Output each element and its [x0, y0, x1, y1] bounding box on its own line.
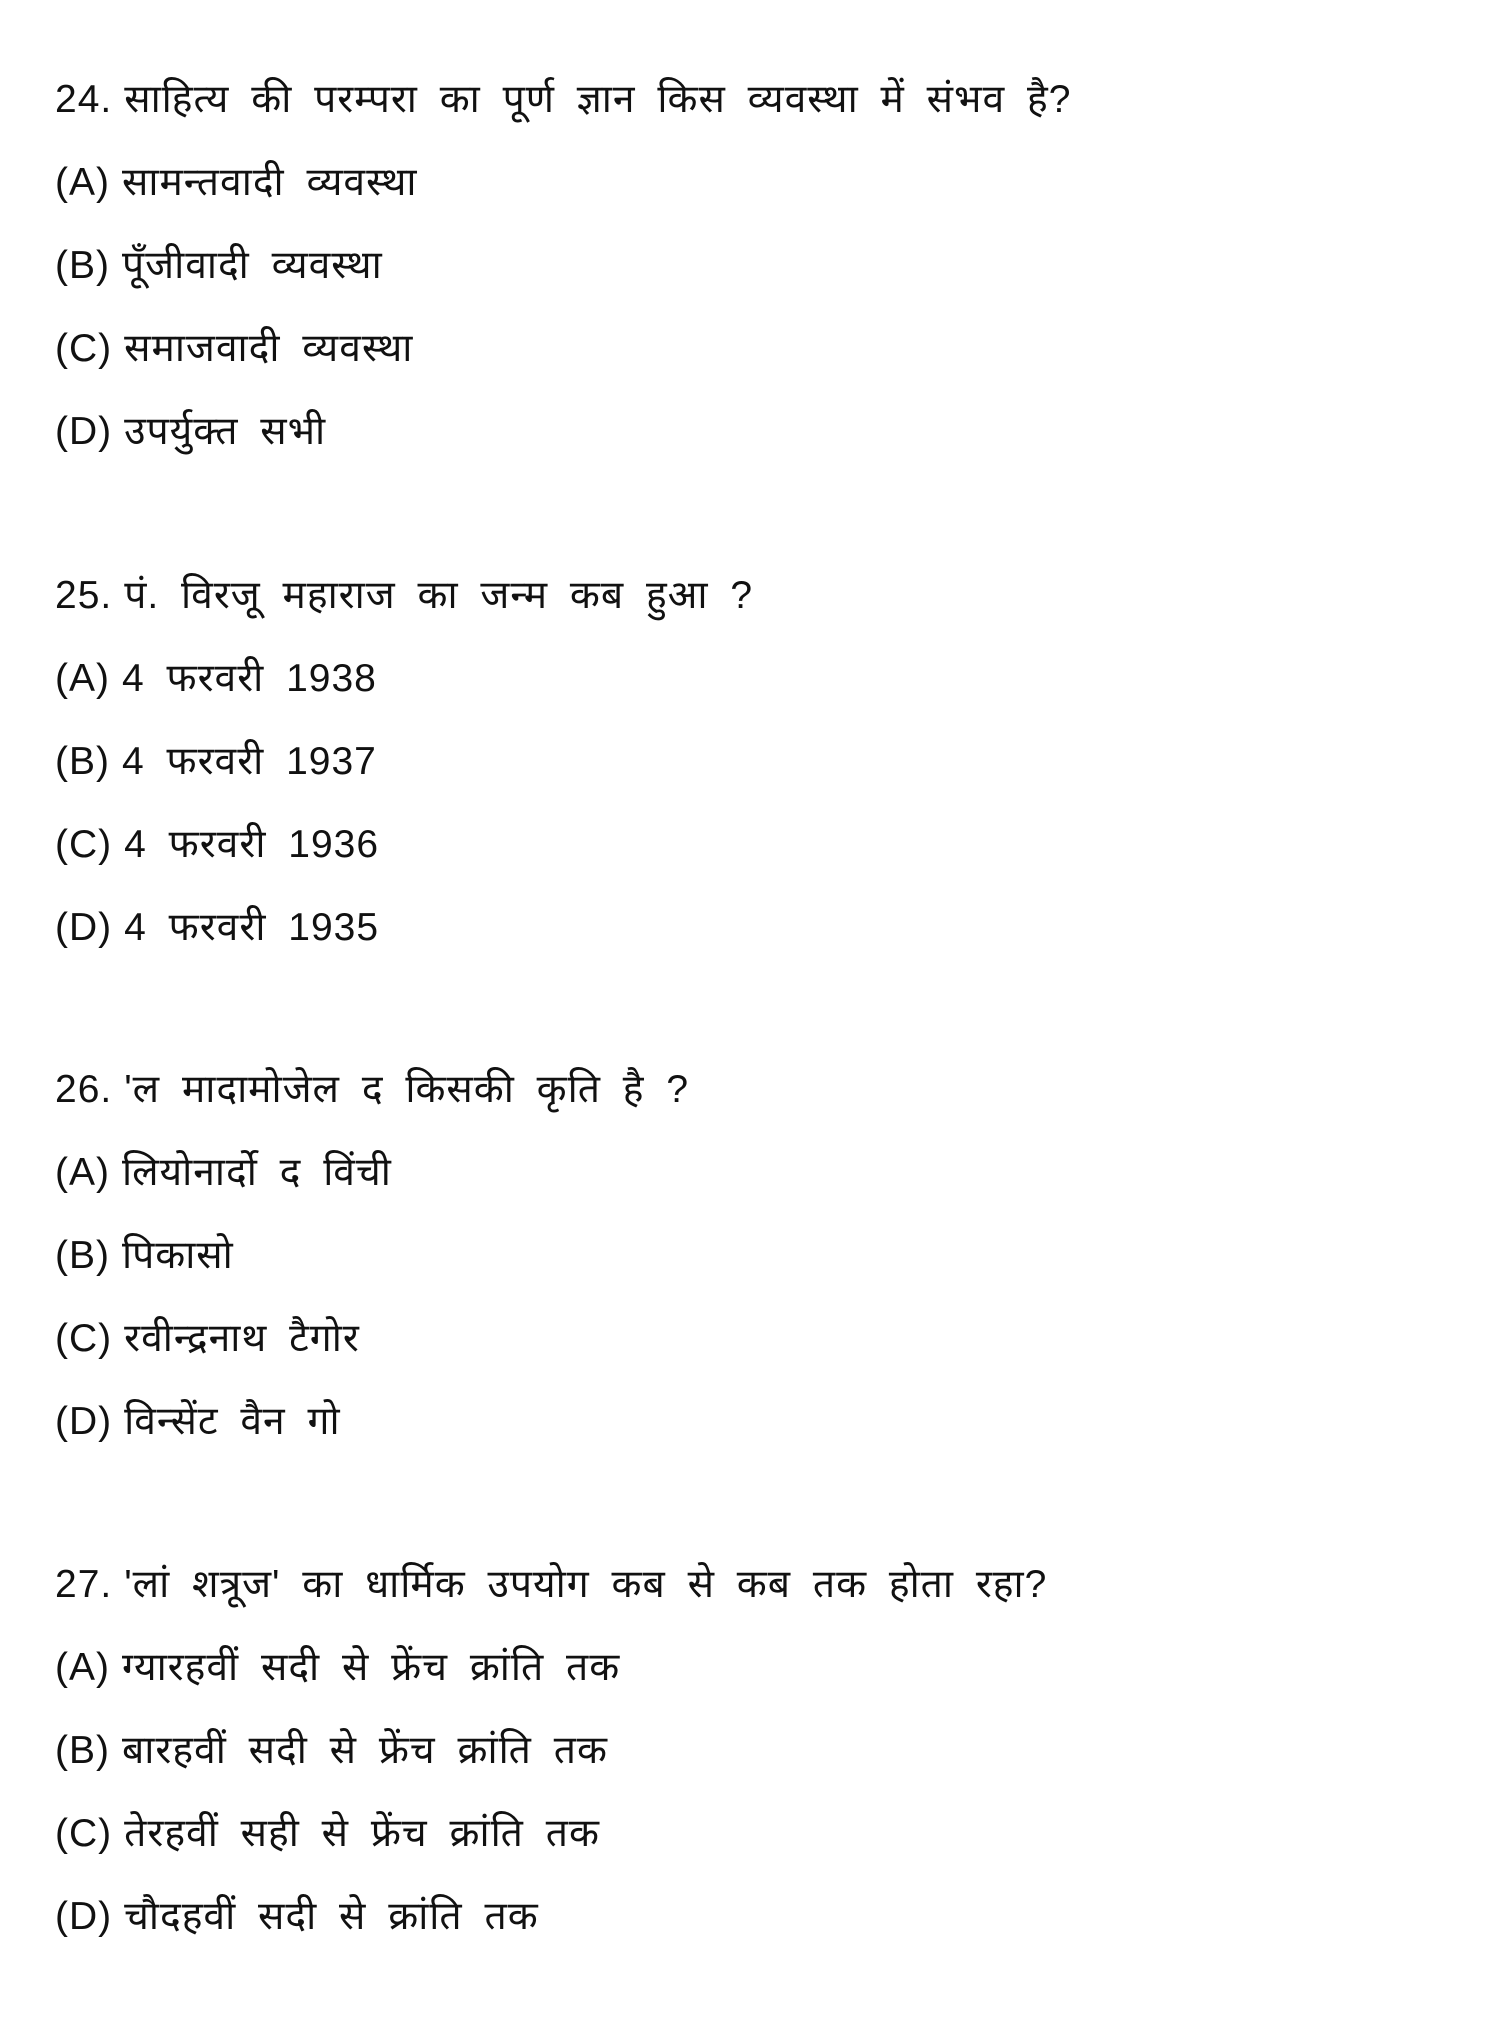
option-label: (A) — [55, 1151, 110, 1194]
option-c — [55, 815, 379, 875]
option-text: लियोनार्दो द विंची — [122, 1151, 392, 1194]
option-a — [55, 1143, 392, 1203]
option-label: (D) — [55, 906, 113, 949]
option-text: चौदहवीं सदी से क्रांति तक — [124, 1895, 539, 1938]
option-label: (D) — [55, 410, 113, 453]
question-number: 26. — [55, 1068, 113, 1111]
option-label: (A) — [55, 1646, 110, 1689]
option-c — [55, 319, 413, 379]
option-a — [55, 649, 377, 709]
option-label: (A) — [55, 161, 110, 204]
option-text: पिकासो — [122, 1234, 234, 1277]
option-label: (C) — [55, 823, 113, 866]
option-label: (C) — [55, 327, 113, 370]
question-number: 24. — [55, 78, 113, 121]
option-text: बारहवीं सदी से फ्रेंच क्रांति तक — [122, 1729, 608, 1772]
option-text: पूँजीवादी व्यवस्था — [122, 244, 383, 287]
option-d — [55, 1392, 341, 1452]
question-text-line — [55, 1555, 1047, 1615]
question-text: पं. विरजू महाराज का जन्म कब हुआ ? — [124, 574, 754, 617]
option-text: विन्सेंट वैन गो — [124, 1400, 341, 1443]
option-text: 4 फरवरी 1937 — [122, 740, 377, 783]
option-b — [55, 1721, 608, 1781]
option-label: (B) — [55, 1234, 110, 1277]
option-d — [55, 898, 379, 958]
option-label: (D) — [55, 1895, 113, 1938]
question-number: 27. — [55, 1563, 113, 1606]
option-label: (A) — [55, 657, 110, 700]
option-label: (C) — [55, 1317, 113, 1360]
question-text-line — [55, 566, 753, 626]
option-c — [55, 1804, 600, 1864]
question-text: साहित्य की परम्परा का पूर्ण ज्ञान किस व्यवस्था में संभव है? — [124, 78, 1072, 121]
option-label: (D) — [55, 1400, 113, 1443]
option-text: 4 फरवरी 1938 — [122, 657, 377, 700]
option-text: ग्यारहवीं सदी से फ्रेंच क्रांति तक — [122, 1646, 621, 1689]
option-d — [55, 1887, 539, 1947]
option-text: सामन्तवादी व्यवस्था — [122, 161, 418, 204]
option-text: उपर्युक्त सभी — [124, 410, 327, 453]
option-text: 4 फरवरी 1936 — [124, 823, 380, 866]
option-d — [55, 402, 326, 462]
question-text: 'लां शत्रूज' का धार्मिक उपयोग कब से कब तक होता रहा? — [124, 1563, 1048, 1606]
question-number: 25. — [55, 574, 113, 617]
question-text: 'ल मादामोजेल द किसकी कृति है ? — [124, 1068, 690, 1111]
question-text-line — [55, 70, 1071, 130]
option-label: (B) — [55, 740, 110, 783]
option-a — [55, 153, 418, 213]
option-b — [55, 236, 383, 296]
option-label: (C) — [55, 1812, 113, 1855]
option-text: तेरहवीं सही से फ्रेंच क्रांति तक — [124, 1812, 600, 1855]
question-text-line — [55, 1060, 689, 1120]
option-c — [55, 1309, 360, 1369]
option-b — [55, 1226, 234, 1286]
option-text: रवीन्द्रनाथ टैगोर — [124, 1317, 360, 1360]
option-label: (B) — [55, 244, 110, 287]
option-b — [55, 732, 377, 792]
option-a — [55, 1638, 620, 1698]
option-label: (B) — [55, 1729, 110, 1772]
option-text: 4 फरवरी 1935 — [124, 906, 380, 949]
option-text: समाजवादी व्यवस्था — [124, 327, 414, 370]
